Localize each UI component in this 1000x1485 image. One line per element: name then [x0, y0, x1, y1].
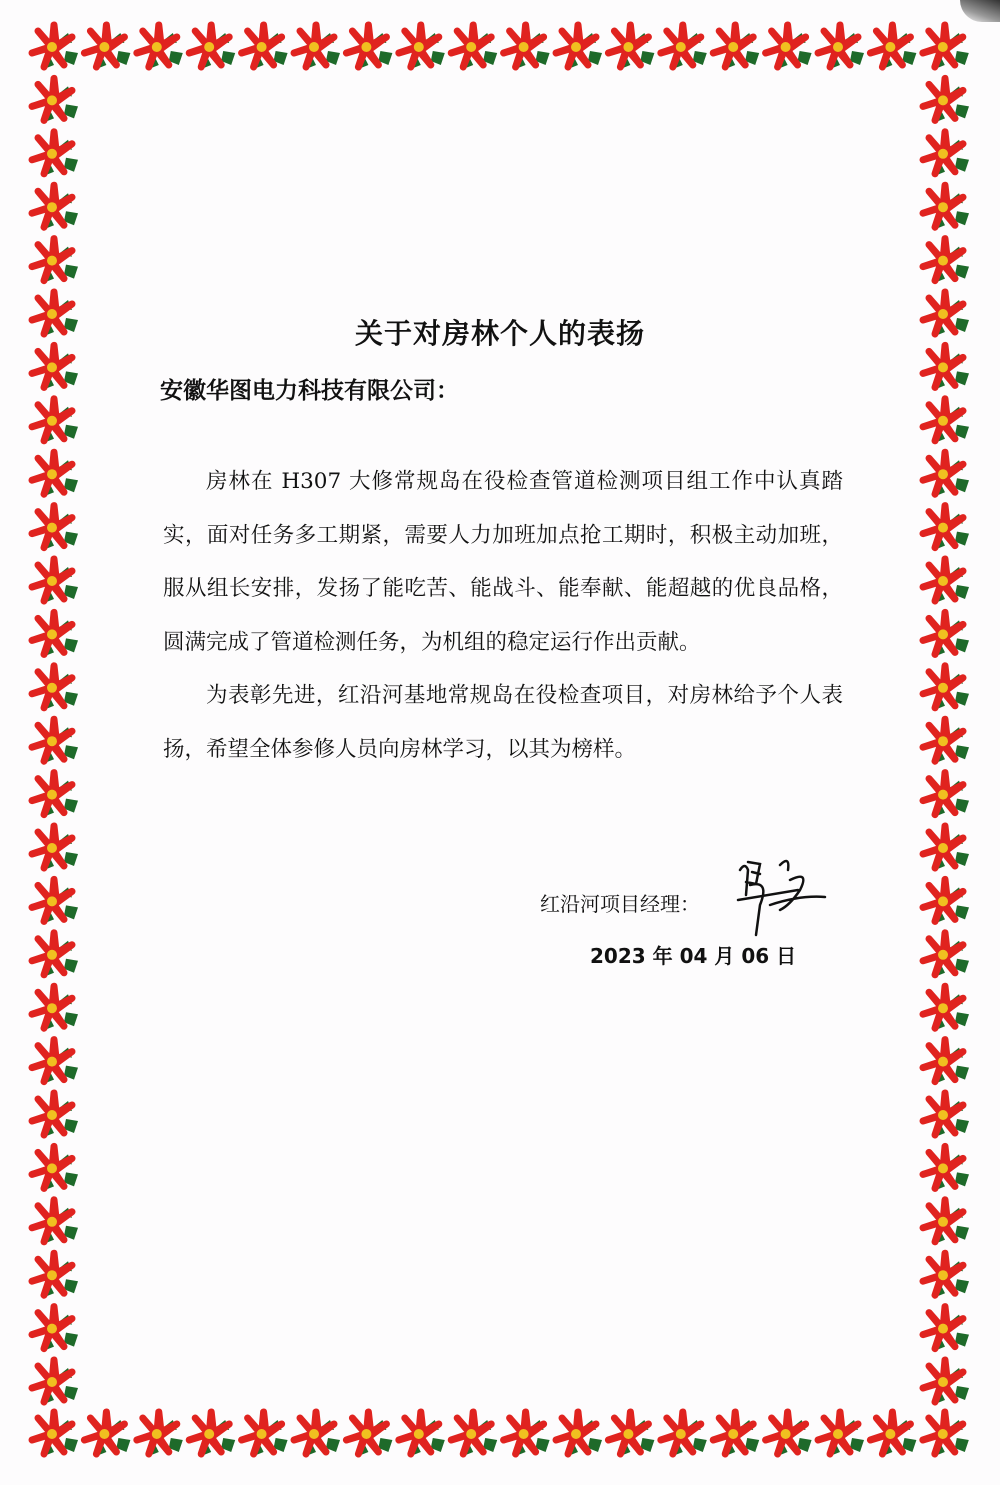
paragraph: 房林在 H307 大修常规岛在役检查管道检测项目组工作中认真踏实，面对任务多工期紧，需要人力加班加点抢工期时，积极主动加班，服从组长安排，发扬了能吃苦、能战斗、能奉献、能超越的优良品格，圆满完成了管道检测任务，为机组的稳定运行作出贡献。 — [163, 469, 843, 655]
poinsettia-flower — [32, 239, 78, 283]
poinsettia-flower — [32, 506, 78, 550]
poinsettia-flower — [189, 1412, 235, 1456]
poinsettia-flower — [32, 1146, 78, 1190]
poinsettia-flower — [923, 1040, 969, 1084]
poinsettia-flower — [504, 1412, 550, 1456]
poinsettia-flower — [923, 933, 969, 977]
poinsettia-flower — [766, 25, 812, 69]
poinsettia-flower — [713, 25, 759, 69]
poinsettia-flower — [923, 345, 969, 389]
poinsettia-flower — [923, 25, 969, 69]
poinsettia-flower — [84, 1412, 130, 1456]
document-title: 关于对房林个人的表扬 — [354, 317, 645, 350]
poinsettia-flower — [923, 666, 969, 710]
poinsettia-flower — [32, 879, 78, 923]
poinsettia-flower — [32, 1307, 78, 1351]
poinsettia-flower — [32, 1200, 78, 1244]
poinsettia-flower — [923, 452, 969, 496]
poinsettia-flower — [923, 773, 969, 817]
poinsettia-flower — [608, 1412, 654, 1456]
poinsettia-flower — [32, 1093, 78, 1137]
poinsettia-flower — [84, 25, 130, 69]
poinsettia-flower — [556, 25, 602, 69]
poinsettia-flower — [504, 25, 550, 69]
poinsettia-flower — [923, 1253, 969, 1297]
poinsettia-flower — [923, 506, 969, 550]
poinsettia-flower — [923, 719, 969, 763]
poinsettia-flower — [818, 1412, 864, 1456]
poinsettia-flower — [32, 25, 78, 69]
handwritten-signature — [730, 850, 830, 940]
poinsettia-flower — [32, 612, 78, 656]
poinsettia-flower — [923, 78, 969, 122]
poinsettia-flower — [923, 1360, 969, 1404]
poinsettia-flower — [451, 25, 497, 69]
poinsettia-flower — [32, 773, 78, 817]
letter-body — [163, 455, 843, 776]
salutation: 安徽华图电力科技有限公司： — [160, 378, 459, 404]
poinsettia-flower — [32, 986, 78, 1030]
poinsettia-flower — [32, 185, 78, 229]
poinsettia-flower — [32, 826, 78, 870]
poinsettia-flower — [923, 879, 969, 923]
poinsettia-flower — [346, 25, 392, 69]
poinsettia-flower — [923, 1146, 969, 1190]
poinsettia-flower — [870, 25, 916, 69]
poinsettia-flower — [923, 1307, 969, 1351]
poinsettia-flower — [294, 1412, 340, 1456]
document-date: 2023 年 04 月 06 日 — [590, 944, 797, 968]
poinsettia-flower — [661, 1412, 707, 1456]
poinsettia-flower — [32, 1360, 78, 1404]
poinsettia-flower — [923, 1412, 969, 1456]
poinsettia-flower — [32, 559, 78, 603]
poinsettia-flower — [399, 25, 445, 69]
poinsettia-flower — [608, 25, 654, 69]
poinsettia-flower — [32, 933, 78, 977]
poinsettia-flower — [32, 452, 78, 496]
poinsettia-flower — [137, 1412, 183, 1456]
poinsettia-flower — [923, 132, 969, 176]
poinsettia-flower — [32, 666, 78, 710]
poinsettia-flower — [32, 1253, 78, 1297]
poinsettia-flower — [870, 1412, 916, 1456]
poinsettia-flower — [923, 986, 969, 1030]
poinsettia-flower — [923, 1200, 969, 1244]
poinsettia-flower — [661, 25, 707, 69]
poinsettia-flower — [399, 1412, 445, 1456]
poinsettia-flower — [32, 719, 78, 763]
poinsettia-flower — [923, 612, 969, 656]
poinsettia-flower — [766, 1412, 812, 1456]
poinsettia-flower — [923, 399, 969, 443]
poinsettia-flower — [32, 345, 78, 389]
poinsettia-flower — [32, 1412, 78, 1456]
poinsettia-flower — [189, 25, 235, 69]
poinsettia-flower — [32, 1040, 78, 1084]
poinsettia-flower — [923, 826, 969, 870]
poinsettia-flower — [294, 25, 340, 69]
poinsettia-flower — [713, 1412, 759, 1456]
poinsettia-flower — [923, 559, 969, 603]
poinsettia-flower — [818, 25, 864, 69]
poinsettia-flower — [923, 239, 969, 283]
signatory-label: 红沿河项目经理： — [540, 892, 700, 916]
poinsettia-flower — [32, 132, 78, 176]
poinsettia-flower — [32, 78, 78, 122]
poinsettia-flower — [451, 1412, 497, 1456]
poinsettia-flower — [923, 1093, 969, 1137]
poinsettia-flower — [556, 1412, 602, 1456]
poinsettia-flower — [242, 25, 288, 69]
poinsettia-flower — [923, 185, 969, 229]
poinsettia-flower — [32, 399, 78, 443]
paragraph: 为表彰先进，红沿河基地常规岛在役检查项目，对房林给予个人表扬，希望全体参修人员向房林学习，以其为榜样。 — [163, 683, 843, 762]
poinsettia-flower — [242, 1412, 288, 1456]
poinsettia-flower — [137, 25, 183, 69]
poinsettia-flower — [346, 1412, 392, 1456]
